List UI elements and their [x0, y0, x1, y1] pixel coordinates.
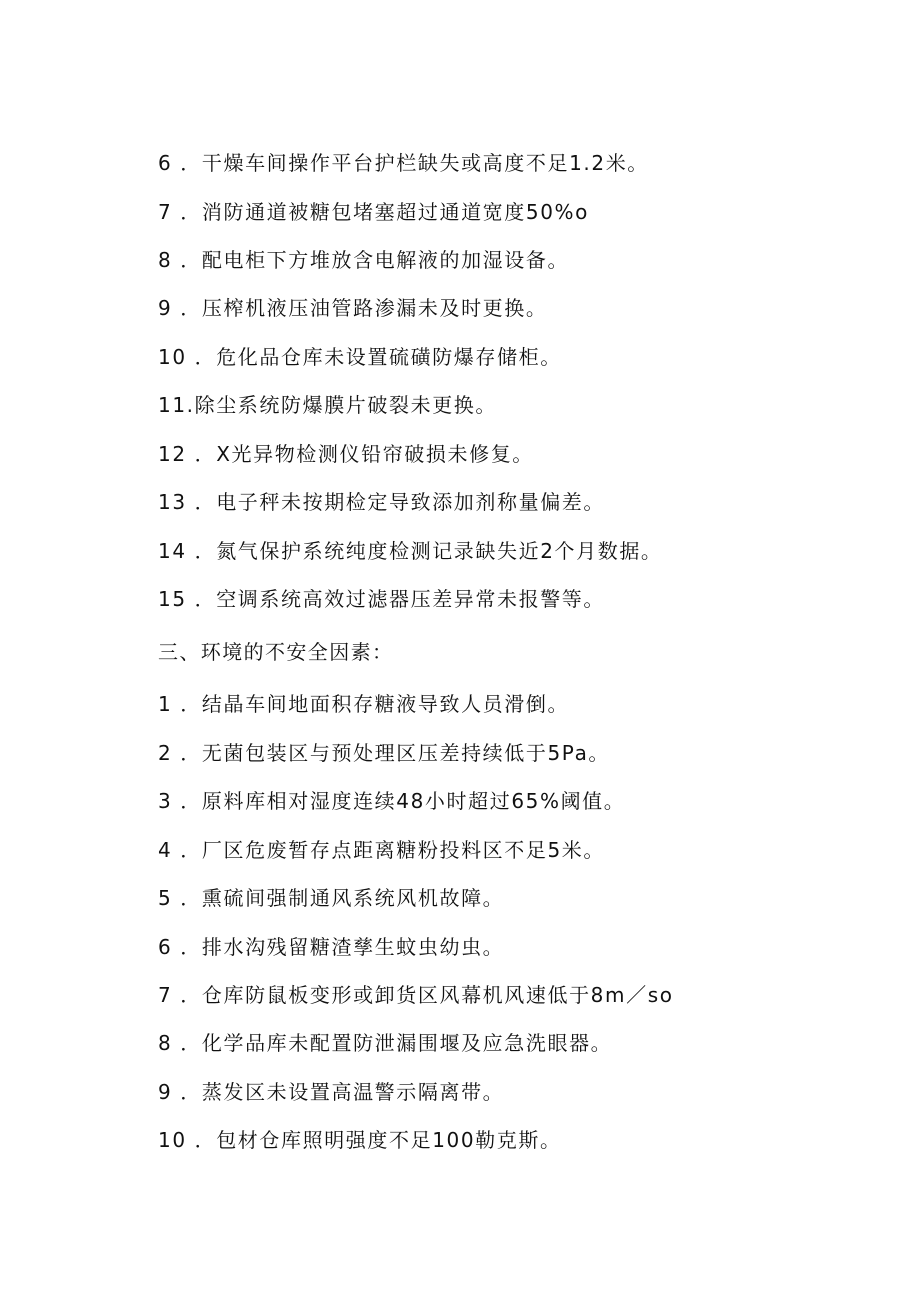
list-item: 6 ．干燥车间操作平台护栏缺失或高度不足1.2米。 — [158, 151, 649, 175]
list-item: 13 ．电子秤未按期检定导致添加剂称量偏差。 — [158, 490, 606, 514]
list-item: 9 ．压榨机液压油管路渗漏未及时更换。 — [158, 296, 548, 320]
list-item: 2 ．无菌包装区与预处理区压差持续低于5Pa。 — [158, 741, 611, 765]
list-item: 8 ．配电柜下方堆放含电解液的加湿设备。 — [158, 248, 570, 272]
list-item: 9 ．蒸发区未设置高温警示隔离带。 — [158, 1080, 505, 1104]
list-item: 6 ．排水沟残留糖渣孳生蚊虫幼虫。 — [158, 935, 505, 959]
list-item: 3 ．原料库相对湿度连续48小时超过65%阈值。 — [158, 789, 626, 813]
list-item: 5 ．熏硫间强制通风系统风机故障。 — [158, 886, 505, 910]
list-item: 4 ．厂区危废暂存点距离糖粉投料区不足5米。 — [158, 838, 606, 862]
list-item: 10 ．包材仓库照明强度不足100勒克斯。 — [158, 1128, 562, 1152]
list-item: 11.除尘系统防爆膜片破裂未更换。 — [158, 393, 498, 417]
list-item: 12 ．X光异物检测仪铅帘破损未修复。 — [158, 442, 534, 466]
list-item: 1 ．结晶车间地面积存糖液导致人员滑倒。 — [158, 692, 570, 716]
list-item: 7 ．仓库防鼠板变形或卸货区风幕机风速低于8m／so — [158, 983, 674, 1007]
list-item: 15 ．空调系统高效过滤器压差异常未报警等。 — [158, 587, 606, 611]
list-item: 8 ．化学品库未配置防泄漏围堰及应急洗眼器。 — [158, 1031, 613, 1055]
list-item: 10 ．危化品仓库未设置硫磺防爆存储柜。 — [158, 345, 562, 369]
section-heading: 三、环境的不安全因素： — [158, 640, 394, 664]
list-item: 7 ．消防通道被糖包堵塞超过通道宽度50%o — [158, 200, 589, 224]
list-item: 14 ．氮气保护系统纯度检测记录缺失近2个月数据。 — [158, 539, 663, 563]
